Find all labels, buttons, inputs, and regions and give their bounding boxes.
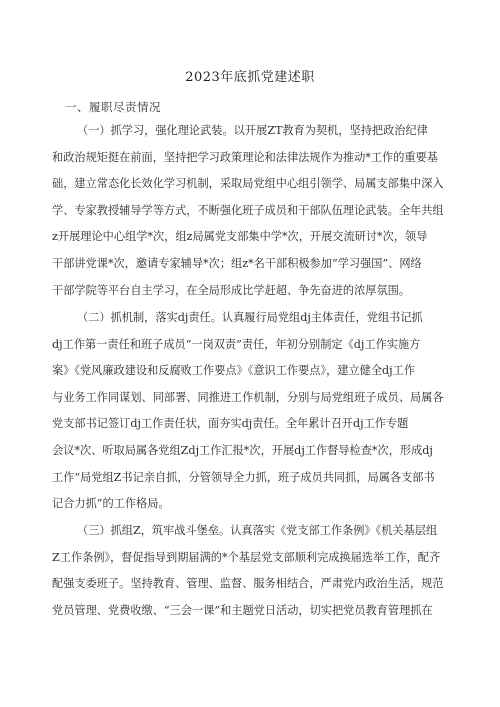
paragraph-line: Z工作条例》，督促指导到期届满的*个基层党支部顺利完成换届选举工作，配齐 <box>52 550 441 564</box>
paragraph-line: 与业务工作同谋划、同部署、同推进工作机制，分别与局党组班子成员、局属各 <box>52 390 444 404</box>
paragraph-line: 案》《党风廉政建设和反腐败工作要点》《意识工作要点》，建立健全dj工作 <box>52 364 416 378</box>
paragraph-line: 会议*次、听取局属各党组Zdj工作汇报*次，开展dj工作督导检查*次，形成dj <box>52 443 433 457</box>
paragraph-organization <box>52 518 452 624</box>
paragraph-line: dj工作第一责任和班子成员“一岗双责”责任，年初分别制定《dj工作实施方 <box>52 337 421 351</box>
paragraph-line: 配强支委班子。坚持教育、管理、监督、服务相结合，严肃党内政治生活，规范 <box>52 577 444 591</box>
paragraph-line: 党员管理、党费收缴、“三会一课”和主题党日活动，切实把党员教育管理抓在 <box>52 603 433 617</box>
document-title: 2023年底抓党建述职 <box>185 70 315 85</box>
paragraph-line: 记合力抓”的工作格局。 <box>52 497 170 511</box>
paragraph-line: 干部讲党课*次，邀请专家辅导*次；组z*名干部积极参加“学习强国”、网络 <box>52 256 422 270</box>
paragraph-line: （二）抓机制，落实dj责任。认真履行局党组dj主体责任，党组书记抓 <box>77 311 423 324</box>
paragraph-mechanism <box>52 305 452 518</box>
paragraph-line: （三）抓组Z，筑牢战斗堡垒。认真落实《党支部工作条例》《机关基层组 <box>77 524 438 537</box>
paragraph-line: （一）抓学习，强化理论武装。以开展ZT教育为契机，坚持把政治纪律 <box>77 124 428 137</box>
paragraph-study <box>52 118 452 304</box>
section-heading: 一、履职尽责情况 <box>65 100 161 114</box>
paragraph-line: 干部学院等平台自主学习，在全局形成比学赶超、争先奋进的浓厚氛围。 <box>52 283 411 297</box>
paragraph-line: 党支部书记签订dj工作责任状，面夯实dj责任。全年累计召开dj工作专题 <box>52 417 409 431</box>
paragraph-line: 学、专家教授辅导学等方式，不断强化班子成员和干部队伍理论武装。全年共组 <box>52 203 444 217</box>
paragraph-line: z开展理论中心组学*次，组z局属党支部集中学*次，开展交流研讨*次，领导 <box>52 230 428 244</box>
paragraph-line: 础，建立常态化长效化学习机制，采取局党组中心组引领学、局属支部集中深入 <box>52 177 444 191</box>
paragraph-line: 和政治规矩挺在前面，坚持把学习政策理论和法律法规作为推动*工作的重要基 <box>52 150 438 164</box>
paragraph-line: 工作“局党组Z书记亲自抓，分管领导全力抓，班子成员共同抓，局属各支部书 <box>52 470 435 484</box>
